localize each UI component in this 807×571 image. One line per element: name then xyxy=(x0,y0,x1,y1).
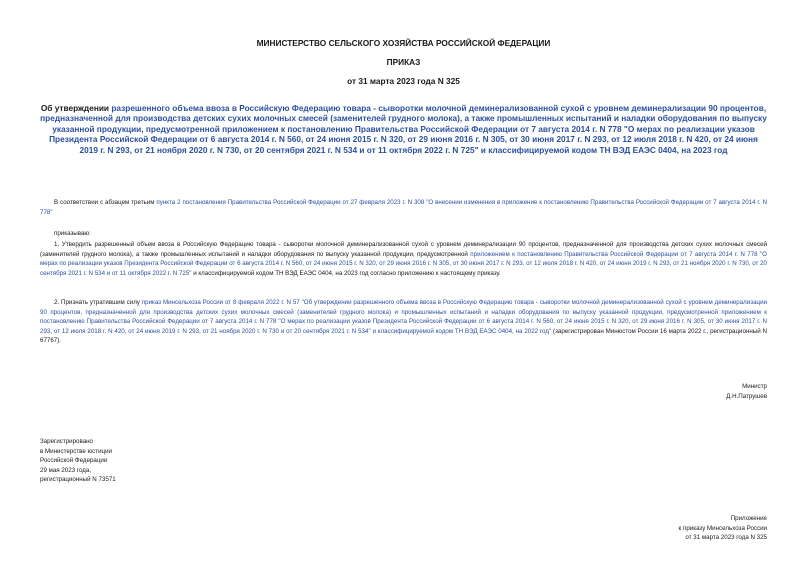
registration-line: в Министерстве юстиции xyxy=(40,447,113,455)
signature-block xyxy=(647,382,767,401)
document-type: ПРИКАЗ xyxy=(386,57,421,67)
item-2-text-b: (зарегистрирован Минюстом России 16 марта 2022 г., регистрационный N 67767). xyxy=(40,327,767,345)
item-1-paragraph xyxy=(40,240,767,278)
appendix-line: Приложение xyxy=(730,515,767,522)
appendix-block xyxy=(567,514,767,543)
preamble-paragraph xyxy=(40,198,767,217)
registration-block xyxy=(40,437,220,485)
signature-position: Министр xyxy=(742,383,767,390)
registration-line: Зарегистрировано xyxy=(40,438,93,445)
order-date-number: от 31 марта 2023 года N 325 xyxy=(347,76,460,86)
item-2-paragraph xyxy=(40,298,767,346)
order-title xyxy=(40,103,767,155)
title-prefix: Об утверждении xyxy=(40,103,112,113)
appendix-line: к приказу Минсельхоза России xyxy=(678,524,767,532)
orders-word: приказываю: xyxy=(54,230,91,237)
item-2-text-a: 2. Признать утратившим силу xyxy=(54,299,142,306)
registration-line: Российской Федерации xyxy=(40,457,108,465)
preamble-text: В соответствии с абзацем третьим xyxy=(54,199,157,206)
ministry-heading: МИНИСТЕРСТВО СЕЛЬСКОГО ХОЗЯЙСТВА РОССИЙСКОЙ ФЕДЕРАЦИИ xyxy=(256,38,551,48)
item-1-text-b: и классифицируемой кодом ТН ВЭД ЕАЭС 0404, на 2023 год согласно приложению к настоящему приказу. xyxy=(191,269,501,277)
signature-name: Д.Н.Патрушев xyxy=(726,392,767,400)
item-2-link[interactable]: приказ Минсельхоза России от 8 февраля 2022 г. N 57 "Об утверждении разрешенного объема ввоза в Российскую Федерацию товара - сыворотки молочной деминерализованной сухой с уровнем деминерализации 90 процентов, предназначенной для производства детских сухих молочных смесей (заменителей грудного молока) и промышленных испытаний и наладки оборудования по выпуску указанной продукции, предусмотренной приложением к постановлению Правительства Российской Федерации от 7 августа 2014 г. N 778 "О мерах по реализации указов Президента Российской Федерации от 6 августа 2014 г. N 560, от 24 июня 2015 г. N 320, от 29 июня 2016 г. N 305, от 30 июня 2017 г. N 293, от 12 июля 2018 г. N 420, от 24 июня 2019 г. N 293, от 21 ноября 2020 г. N 730 и от 20 сентября 2021 г. N 534" и классифицируемой кодом ТН ВЭД ЕАЭС 0404, на 2022 год" xyxy=(40,299,767,335)
registration-date: 29 мая 2023 года, xyxy=(40,466,92,474)
item-1-text-a: 1. Утвердить разрешенный объем ввоза в Российскую Федерацию товара - сыворотки молочной деминерализованной сухой с уровнем деминерализации 90 процентов, предназначенной для производства детских сухих молочных смесей (заменителей грудного молока), а также промышленных испытаний и наладки оборудования по выпуску указанной продукции, предусмотренной xyxy=(40,241,767,258)
registration-number: регистрационный N 73571 xyxy=(40,476,116,484)
item-1-link[interactable]: приложением к постановлению Правительства Российской Федерации от 7 августа 2014 г. N 778 "О мерах по реализации указов Президента Российской Федерации от 6 августа 2014 г. N 560, от 24 июня 2015 г. N 320, от 29 июня 2016 г. N 305, от 30 июня 2017 г. N 293, от 12 июля 2018 г. N 420, от 24 июня 2019 г. N 293, от 21 ноября 2020 г. N 730, от 20 сентября 2021 г. N 534 и от 11 октября 2022 г. N 725" xyxy=(40,250,767,277)
preamble-link[interactable]: пункта 2 постановления Правительства Российской Федерации от 27 февраля 2023 г. N 308 "О внесении изменения в приложение к постановлению Правительства Российской Федерации от 7 августа 2014 г. N 778" xyxy=(40,199,767,216)
title-link[interactable]: разрешенного объема ввоза в Российскую Федерацию товара - сыворотки молочной деминерализованной сухой с уровнем деминерализации 90 процентов, предназначенной для производства детских сухих молочных смесей (заменителей грудного молока), а также промышленных испытаний и наладки оборудования по выпуску указанной продукции, предусмотренной приложением к постановлению Правительства Российской Федерации от 7 августа 2014 г. N 778 "О мерах по реализации указов Президента Российской Федерации от 6 августа 2014 г. N 560, от 24 июня 2015 г. N 320, от 29 июня 2016 г. N 305, от 30 июня 2017 г. N 293, от 12 июля 2018 г. N 420, от 24 июня 2019 г. N 293, от 21 ноября 2020 г. N 730, от 20 сентября 2021 г. N 534 и от 11 октября 2022 г. N 725" и классифицируемой кодом ТН ВЭД ЕАЭС 0404, на 2023 год xyxy=(40,103,767,155)
appendix-line: от 31 марта 2023 года N 325 xyxy=(685,534,767,542)
